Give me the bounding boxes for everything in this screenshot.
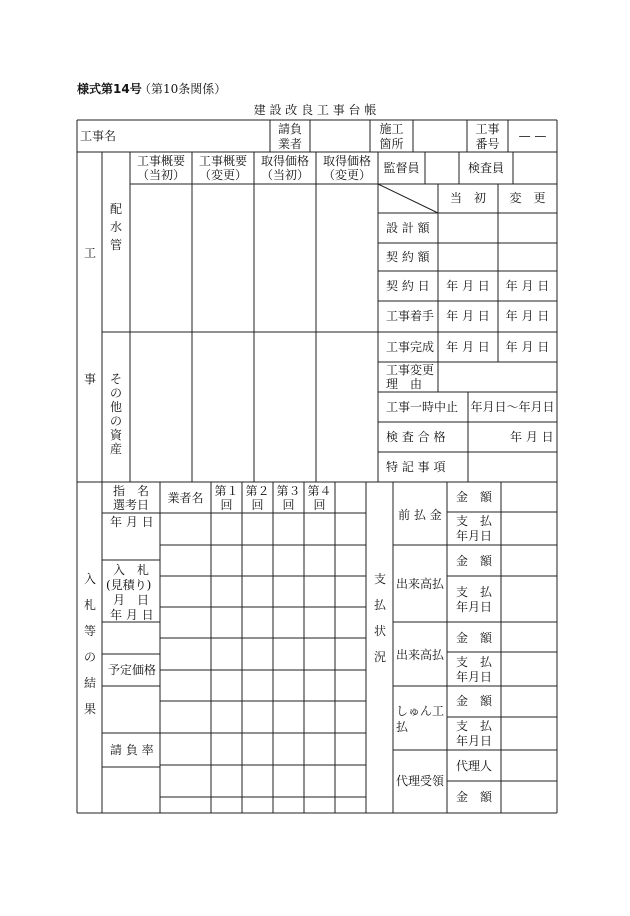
shiharai-2b: 年月日 — [455, 600, 492, 614]
kingaku-3: 金 額 — [455, 631, 492, 645]
ymd-kansei-1: 年 月 日 — [446, 340, 490, 354]
ymd-keiyaku-1: 年 月 日 — [446, 279, 490, 293]
col-header-2a: 工事概要 — [198, 154, 247, 168]
label-sekou-a: 施工 — [379, 122, 404, 136]
label-nyusatsu-b: (見積り) — [106, 578, 152, 592]
shiharai-1a: 支 払 — [455, 514, 492, 528]
label-keiyaku-bi: 契 約 日 — [386, 279, 430, 293]
page-title: 建 設 改 良 工 事 台 帳 — [253, 103, 377, 117]
label-shimei-a: 指 名 — [112, 484, 149, 498]
label-maebarai: 前 払 金 — [398, 508, 442, 522]
round-4a: 第４ — [307, 484, 332, 498]
bangou-value: — — — [518, 129, 547, 143]
label-gyousha: 業者名 — [167, 491, 204, 505]
col-header-3b: （当初） — [260, 168, 309, 182]
label-ukeoi-a: 請負 — [277, 122, 302, 136]
round-2b: 回 — [251, 498, 264, 512]
side-shiharai: 支払状況 — [373, 572, 386, 664]
label-henkou: 変 更 — [509, 191, 546, 205]
label-dekidaka-1: 出来高払 — [395, 577, 444, 591]
label-kantokuin: 監督員 — [383, 161, 420, 175]
label-koujimei: 工事名 — [80, 129, 117, 143]
label-rakusatsu: 請 負 率 — [110, 743, 154, 757]
label-henkou-riyuu-b: 理 由 — [386, 377, 423, 391]
label-sekou-b: 箇所 — [379, 137, 404, 151]
ymd-shimei: 年 月 日 — [110, 515, 154, 529]
col-header-1b: （当初） — [136, 168, 185, 182]
label-tousho: 当 初 — [449, 191, 486, 205]
kingaku-1: 金 額 — [455, 490, 492, 504]
kingaku-2: 金 額 — [455, 554, 492, 568]
label-yotei: 予定価格 — [108, 663, 157, 677]
shiharai-3a: 支 払 — [455, 655, 492, 669]
side-ji: 事 — [83, 372, 96, 386]
shiharai-1b: 年月日 — [455, 529, 492, 543]
ymd-chakushu-1: 年 月 日 — [446, 309, 490, 323]
label-bangou-a: 工事 — [475, 122, 500, 136]
label-keiyaku-gaku: 契 約 額 — [386, 250, 430, 264]
label-bangou-b: 番号 — [475, 137, 500, 151]
round-1a: 第１ — [214, 484, 239, 498]
ymd-chakushu-2: 年 月 日 — [505, 309, 550, 323]
col-header-2b: （変更） — [198, 168, 247, 182]
label-sekkei: 設 計 額 — [386, 221, 430, 235]
label-nyusatsu-c: 月 日 — [112, 593, 149, 607]
label-dairinin: 代理人 — [455, 759, 492, 773]
kingaku-4: 金 額 — [455, 694, 492, 708]
label-henkou-riyuu-a: 工事変更 — [386, 363, 435, 377]
label-shunkou-b: 払 — [396, 720, 409, 734]
label-kensain: 検査員 — [467, 161, 504, 175]
col-header-1a: 工事概要 — [136, 154, 185, 168]
shiharai-3b: 年月日 — [455, 670, 492, 684]
ymd-kansei-2: 年 月 日 — [505, 340, 550, 354]
round-4b: 回 — [313, 498, 326, 512]
side-kou: 工 — [83, 246, 96, 260]
label-nyusatsu-a: 入 札 — [112, 563, 149, 577]
label-dairi: 代理受領 — [395, 774, 444, 788]
label-shunkou-a: しゅん工 — [396, 704, 445, 718]
label-kansei: 工事完成 — [386, 340, 435, 354]
label-tokki: 特 記 事 項 — [386, 460, 446, 474]
sub-haisuikan: 配水管 — [109, 202, 122, 252]
col-header-3a: 取得価格 — [260, 154, 309, 168]
col-header-4b: （変更） — [322, 168, 371, 182]
ymd-nyusatsu: 年 月 日 — [110, 608, 154, 622]
form-number: 様式第14号 — [77, 82, 142, 96]
round-1b: 回 — [220, 498, 233, 512]
ymd-range: 年月日～年月日 — [470, 400, 555, 414]
shiharai-4b: 年月日 — [455, 734, 492, 748]
round-3b: 回 — [282, 498, 295, 512]
ymd-kensa: 年 月 日 — [510, 430, 554, 444]
ymd-keiyaku-2: 年 月 日 — [505, 279, 550, 293]
sub-sonota: その他の資産 — [109, 372, 122, 456]
kingaku-5: 金 額 — [455, 790, 492, 804]
form-relation: （第10条関係） — [139, 82, 227, 96]
label-ukeoi-b: 業者 — [277, 137, 302, 151]
side-nyusatsu: 入札等の結果 — [83, 572, 96, 716]
label-kensa: 検 査 合 格 — [386, 430, 446, 444]
round-3a: 第３ — [276, 484, 301, 498]
label-ichiji: 工事一時中止 — [386, 400, 459, 414]
round-2a: 第２ — [245, 484, 270, 498]
shiharai-2a: 支 払 — [455, 585, 492, 599]
col-header-4a: 取得価格 — [322, 154, 371, 168]
label-shimei-b: 選考日 — [112, 498, 149, 512]
label-chakushu: 工事着手 — [386, 309, 435, 323]
shiharai-4a: 支 払 — [455, 719, 492, 733]
label-dekidaka-2: 出来高払 — [395, 648, 444, 662]
